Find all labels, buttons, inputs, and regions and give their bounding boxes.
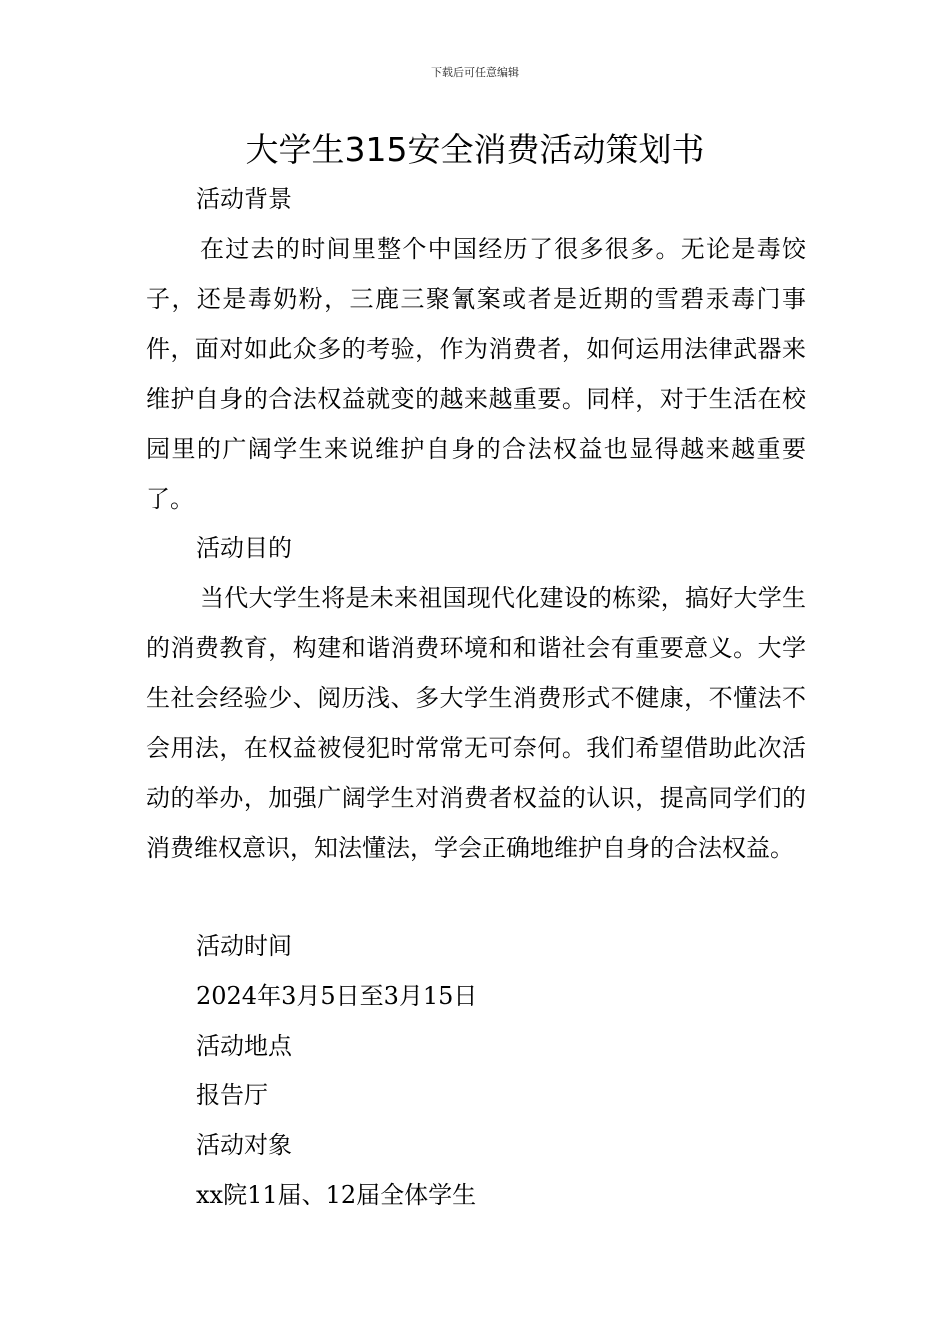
paragraph-background: 在过去的时间里整个中国经历了很多很多。无论是毒饺子，还是毒奶粉，三鹿三聚氰案或者是近期的雪碧汞毒门事件，面对如此众多的考验，作为消费者，如何运用法律武器来维护自身的合法权益就变的越来越重要。同样，对于生活在校园里的广阔学生来说维护自身的合法权益也显得越来越重要了。 bbox=[146, 235, 806, 513]
paragraph-purpose: 当代大学生将是未来祖国现代化建设的栋梁，搞好大学生的消费教育，构建和谐消费环境和和谐社会有重要意义。大学生社会经验少、阅历浅、多大学生消费形式不健康，不懂法不会用法，在权益被侵犯时常常无可奈何。我们希望借助此次活动的举办，加强广阔学生对消费者权益的认识，提高同学们的消费维权意识，知法懂法，学会正确地维护自身的合法权益。 bbox=[146, 584, 806, 862]
header-note: 下载后可任意编辑 bbox=[431, 66, 519, 79]
section-heading-background: 活动背景 bbox=[196, 185, 292, 213]
document-title: 大学生315安全消费活动策划书 bbox=[245, 130, 705, 169]
section-heading-purpose: 活动目的 bbox=[196, 534, 292, 562]
section-heading-location: 活动地点 bbox=[196, 1032, 292, 1060]
time-value: 2024年3月5日至3月15日 bbox=[196, 982, 478, 1010]
location-value: 报告厅 bbox=[196, 1081, 268, 1109]
section-heading-audience: 活动对象 bbox=[196, 1131, 292, 1159]
section-heading-time: 活动时间 bbox=[196, 932, 292, 960]
audience-value: xx院11届、12届全体学生 bbox=[196, 1181, 477, 1209]
